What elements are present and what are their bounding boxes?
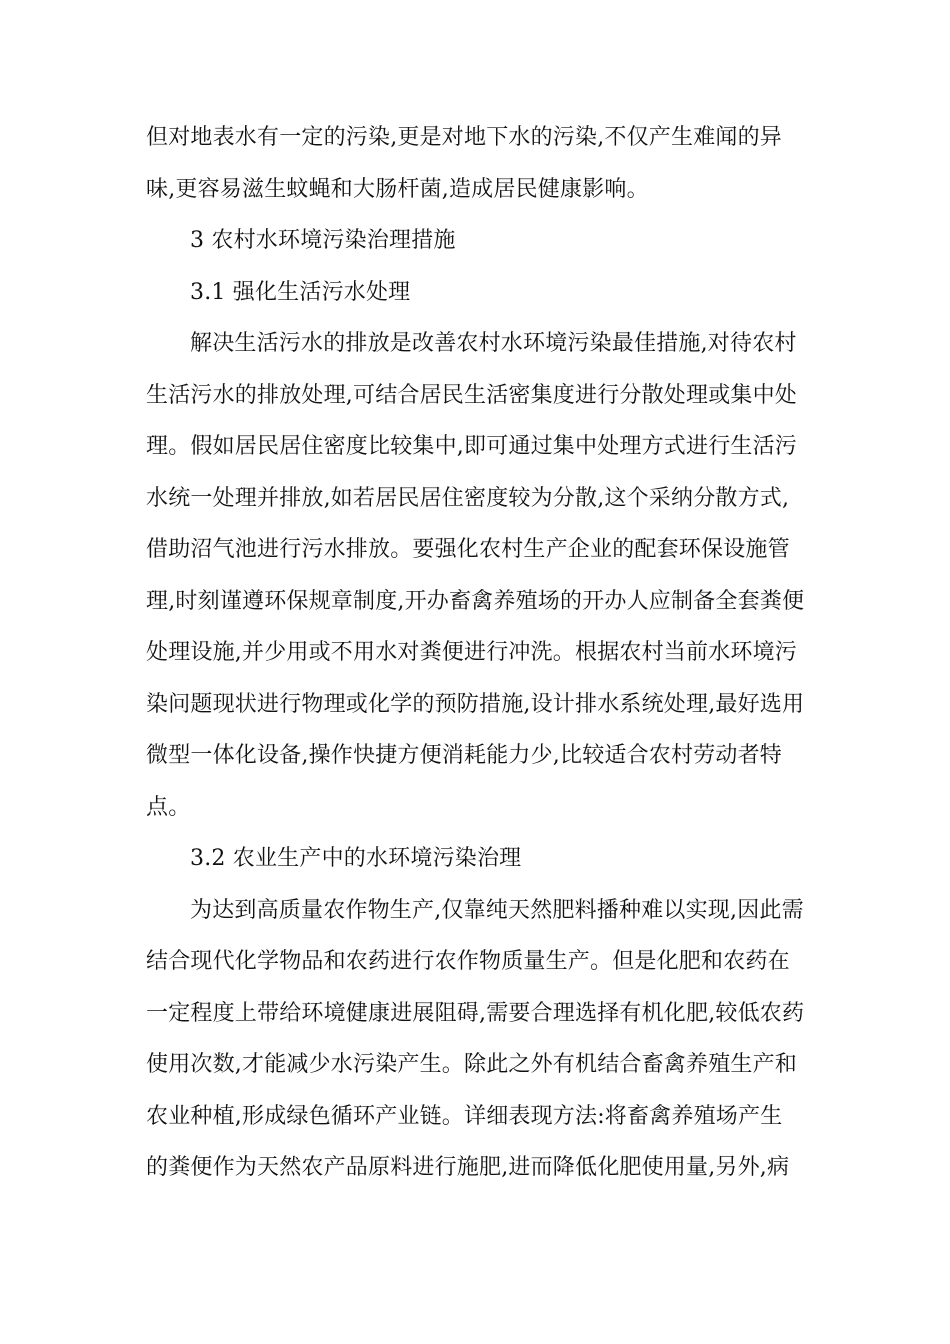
subsection-heading: 3.2 农业生产中的水环境污染治理 — [190, 846, 522, 871]
paragraph-line: 但对地表水有一定的污染,更是对地下水的污染,不仅产生难闻的异 — [146, 125, 782, 150]
paragraph-line: 一定程度上带给环境健康进展阻碍,需要合理选择有机化肥,较低农药 — [146, 1000, 805, 1026]
section-heading: 3 农村水环境污染治理措施 — [190, 228, 456, 253]
paragraph-line: 使用次数,才能减少水污染产生。除此之外有机结合畜禽养殖生产和 — [146, 1052, 797, 1077]
paragraph-line: 结合现代化学物品和农药进行农作物质量生产。但是化肥和农药在 — [146, 949, 790, 974]
paragraph-line: 农业种植,形成绿色循环产业链。详细表现方法:将畜禽养殖场产生 — [146, 1103, 783, 1129]
paragraph-line: 的粪便作为天然农产品原料进行施肥,进而降低化肥使用量,另外,病 — [146, 1155, 790, 1180]
paragraph-line: 理,时刻谨遵环保规章制度,开办畜禽养殖场的开办人应制备全套粪便 — [146, 588, 805, 614]
paragraph-line: 水统一处理并排放,如若居民居住密度较为分散,这个采纳分散方式, — [146, 485, 790, 511]
paragraph-line: 生活污水的排放处理,可结合居民生活密集度进行分散处理或集中处 — [146, 382, 797, 408]
paragraph-line: 微型一体化设备,操作快捷方便消耗能力少,比较适合农村劳动者特 — [146, 743, 782, 768]
paragraph-line: 味,更容易滋生蚊蝇和大肠杆菌,造成居民健康影响。 — [146, 176, 649, 202]
document-page — [146, 112, 810, 1194]
paragraph-line: 为达到高质量农作物生产,仅靠纯天然肥料播种难以实现,因此需 — [190, 897, 804, 923]
paragraph-line: 染问题现状进行物理或化学的预防措施,设计排水系统处理,最好选用 — [146, 691, 805, 717]
paragraph-line: 处理设施,并少用或不用水对粪便进行冲洗。根据农村当前水环境污 — [146, 640, 797, 665]
subsection-heading: 3.1 强化生活污水处理 — [190, 279, 411, 305]
paragraph-line: 解决生活污水的排放是改善农村水环境污染最佳措施,对待农村 — [190, 331, 797, 356]
paragraph-line: 理。假如居民居住密度比较集中,即可通过集中处理方式进行生活污 — [146, 434, 797, 459]
paragraph-line: 点。 — [146, 794, 191, 820]
paragraph-line: 借助沼气池进行污水排放。要强化农村生产企业的配套环保设施管 — [146, 537, 790, 562]
